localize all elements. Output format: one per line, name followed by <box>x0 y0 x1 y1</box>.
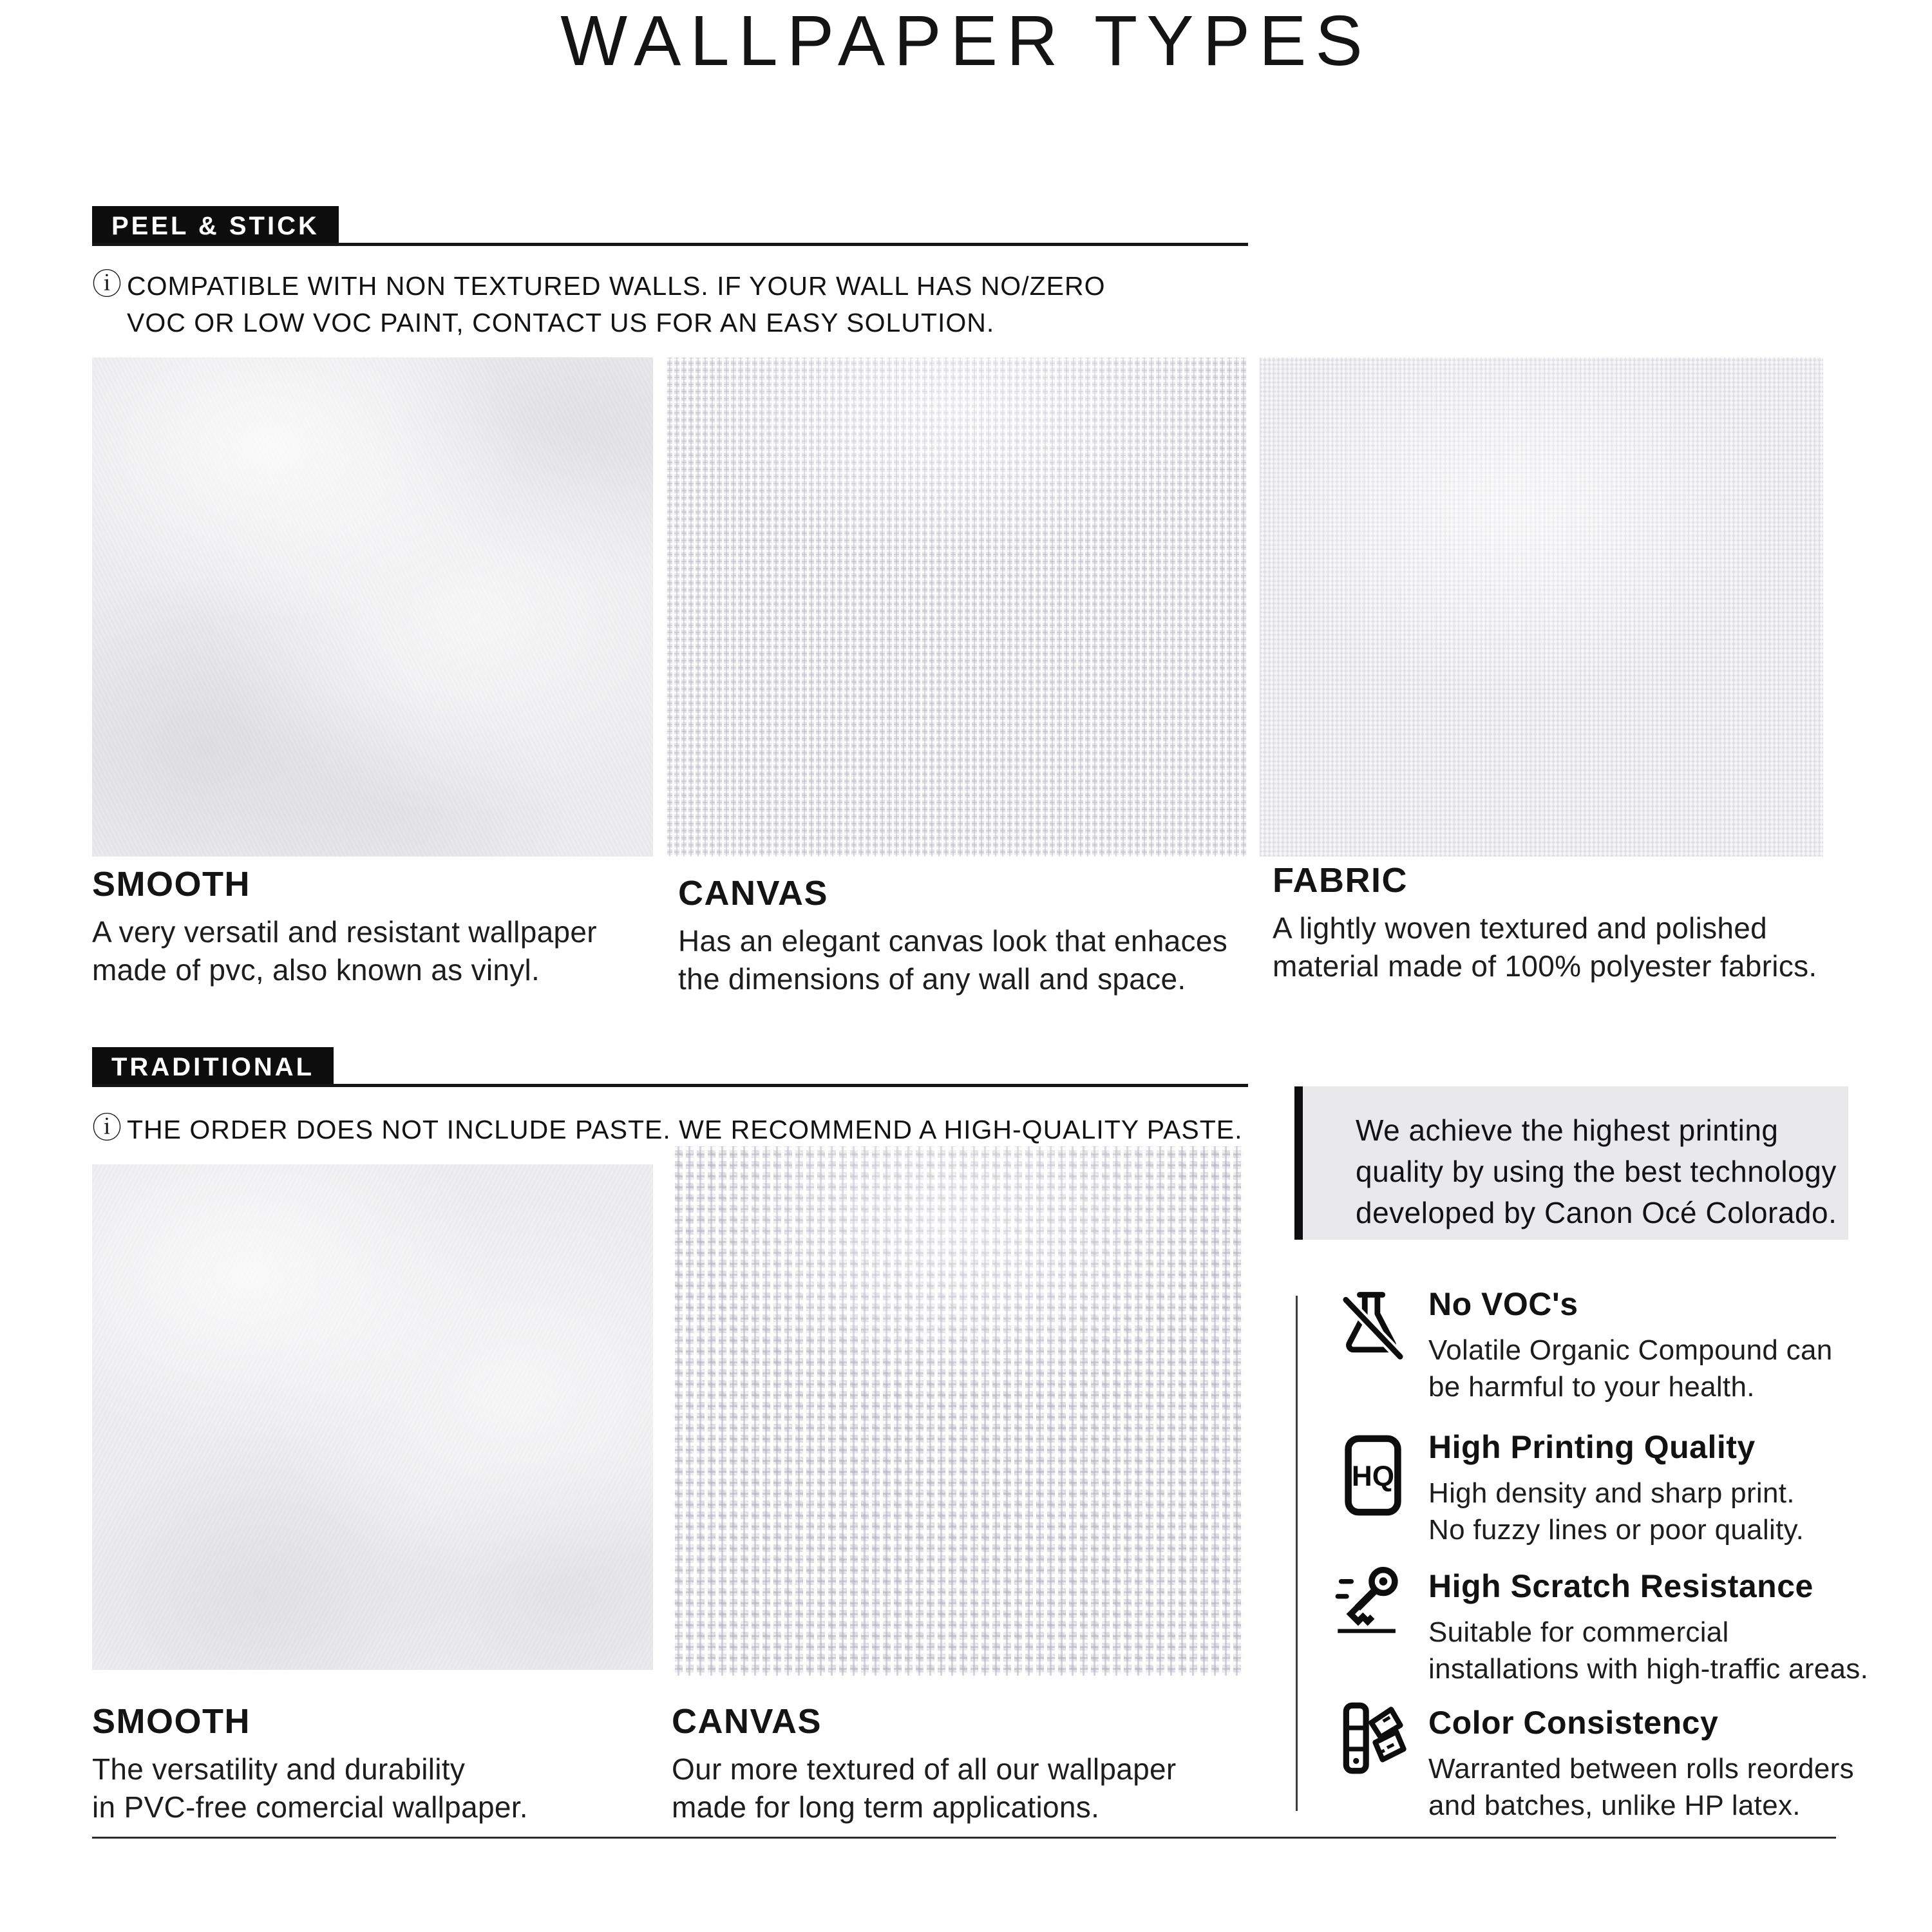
feature-desc: Volatile Organic Compound can be harmful to your health. <box>1428 1334 1833 1403</box>
peel-stick-note-line: VOC OR LOW VOC PAINT, CONTACT US FOR AN EASY SOLUTION. <box>127 308 995 337</box>
hq-badge-icon <box>1342 1434 1404 1517</box>
swatch-smooth-traditional <box>92 1164 653 1670</box>
swatch-fabric-peel-stick <box>1260 357 1823 857</box>
scratch-resistance-key-icon <box>1334 1561 1409 1636</box>
svg-text:HQ: HQ <box>1351 1460 1395 1492</box>
feature-title: High Scratch Resistance <box>1428 1568 1814 1604</box>
traditional-note-line: THE ORDER DOES NOT INCLUDE PASTE. WE RECOMMEND A HIGH-QUALITY PASTE. <box>127 1115 1243 1144</box>
type-desc-fabric: A lightly woven textured and polished material made of 100% polyester fabrics. <box>1273 911 1817 983</box>
feature-title: No VOC's <box>1428 1286 1578 1322</box>
page-title: WALLPAPER TYPES <box>560 1 1372 80</box>
bottom-rule <box>92 1837 1836 1839</box>
feature-high-scratch-resistance <box>1428 1567 1892 1687</box>
color-swatches-icon <box>1341 1700 1410 1776</box>
info-icon: ⓘ <box>92 1111 122 1144</box>
peel-stick-rule <box>92 243 1248 246</box>
type-name-fabric: FABRIC <box>1273 861 1408 900</box>
printing-quality-callout <box>1294 1086 1848 1240</box>
type-name-canvas-1: CANVAS <box>678 874 829 913</box>
section-tag-traditional: TRADITIONAL <box>92 1047 334 1087</box>
traditional-note <box>92 1112 1251 1148</box>
type-name-canvas-2: CANVAS <box>672 1702 822 1741</box>
callout-text: We achieve the highest printing quality by using the best technology developed by Canon Océ Colorado. <box>1356 1113 1837 1229</box>
traditional-rule <box>92 1084 1248 1087</box>
swatch-canvas-traditional <box>672 1146 1244 1676</box>
peel-stick-note-line: COMPATIBLE WITH NON TEXTURED WALLS. IF YOUR WALL HAS NO/ZERO <box>127 271 1106 301</box>
no-voc-flask-icon <box>1341 1288 1404 1364</box>
type-name-smooth-2: SMOOTH <box>92 1702 251 1741</box>
sidebar-vertical-rule <box>1296 1296 1298 1811</box>
section-tag-peel-stick: PEEL & STICK <box>92 206 339 246</box>
feature-desc: Suitable for commercial installations with high-traffic areas. <box>1428 1616 1869 1685</box>
feature-no-vocs <box>1428 1285 1892 1405</box>
type-desc-canvas-1: Has an elegant canvas look that enhaces the dimensions of any wall and space. <box>678 924 1228 996</box>
swatch-canvas-peel-stick <box>665 357 1247 857</box>
type-desc-smooth-1: A very versatil and resistant wallpaper made of pvc, also known as vinyl. <box>92 915 597 987</box>
feature-high-printing-quality <box>1428 1428 1892 1548</box>
feature-title: Color Consistency <box>1428 1705 1719 1741</box>
feature-desc: Warranted between rolls reorders and batches, unlike HP latex. <box>1428 1753 1854 1821</box>
feature-color-consistency <box>1428 1704 1892 1824</box>
feature-title: High Printing Quality <box>1428 1429 1756 1465</box>
info-icon: ⓘ <box>92 267 122 301</box>
feature-desc: High density and sharp print. No fuzzy lines or poor quality. <box>1428 1477 1804 1546</box>
callout-accent-bar <box>1294 1086 1303 1240</box>
swatch-smooth-peel-stick <box>92 357 653 857</box>
type-desc-smooth-2: The versatility and durability in PVC-free comercial wallpaper. <box>92 1752 528 1824</box>
type-desc-canvas-2: Our more textured of all our wallpaper made for long term applications. <box>672 1752 1177 1824</box>
type-name-smooth-1: SMOOTH <box>92 865 251 904</box>
peel-stick-note <box>92 268 1122 341</box>
